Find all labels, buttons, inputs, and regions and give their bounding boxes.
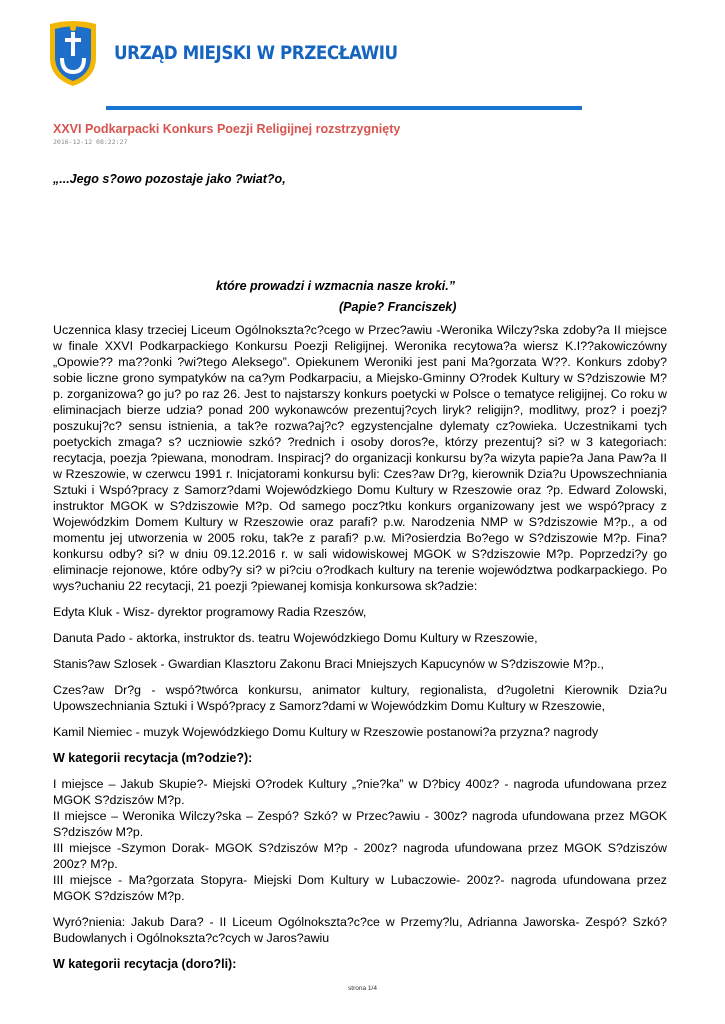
jury-member: Czes?aw Dr?g - wspó?twórca konkursu, animator kultury, regionalista, d?ugoletni Kierownik Dzia?u Upowszechniania Sztuki i Wspó?pracy z Samorz?dami w Wojewódzkim Domu Kultury w Rzeszowie, [53, 683, 667, 713]
quote-author: (Papie? Franciszek) [339, 300, 457, 314]
winner-item: II miejsce – Weronika Wilczy?ska – Zespó? Szkó? w Przec?awiu - 300z? nagroda ufundowana przez MGOK S?dziszów M?p. [53, 809, 667, 839]
page-header [44, 20, 544, 92]
winner-item: III miejsce - Ma?gorzata Stopyra- Miejski Dom Kultury w Lubaczowie- 200z?- nagroda ufundowana przez MGOK S?dziszów M?p. [53, 873, 667, 903]
jury-member: Kamil Niemiec - muzyk Wojewódzkiego Domu Kultury w Rzeszowie postanowi?a przyzna? nagrody [53, 725, 599, 739]
office-name: URZĄD MIEJSKI W PRZECŁAWIU [114, 42, 398, 64]
article-date: 2016-12-12 08:22:27 [53, 138, 128, 146]
intro-paragraph: Uczennica klasy trzeciej Liceum Ogólnoksztа?c?cego w Przec?awiu -Weronika Wilczy?ska zdoby?a II miejsce w finale XXVI Podkarpackiego Konkursu Poezji Religijnej. Weronika recytowa?a wiersz K.I??akowiczówny „Opowie?? ma??onki ?wi?tego Aleksego”. Opiekunem Weroniki jest pani Ma?gorzata W??. Konkurs zdoby? sobie liczne grono sympatyków na ca?ym Podkarpaciu, a Miejsko-Gminny O?rodek Kultury w S?dziszowie M?p. zorganizowa? go ju? po raz 26. Jest to najstarszy konkurs poetycki w Polsce o tematyce religijnej. Co roku w eliminacjach bierze udzia? ponad 200 wykonawców prezentuj?cych liryk? religijn?, modlitwy, proz? i poezj? poszukuj?c? sensu istnienia, a tak?e rozwa?aj?c? egzystencjalne dylematy cz?owieka. Uczestnikami tych poetyckich zmaga? s? uczniowie szkó? ?rednich i osoby doros?e, którzy prezentuj? si? w 3 kategoriach: recytacja, poezja ?piewana, monodram. Inspiracj? do organizacji konkursu by?a wizyta papie?a Jana Paw?a II w Rzeszowie, w czerwcu 1991 r. Inicjatorami konkursu byli: Czes?aw Dr?g, kierownik Dzia?u Upowszechniania Sztuki i Wspó?pracy z Samorz?dami Wojewódzkiego Domu Kultury w Rzeszowie oraz ?p. Edward Zolowski, instruktor MGOK w S?dziszowie M?p. Od samego pocz?tku konkurs organizowany jest we wspó?pracy z Wojewódzkim Domem Kultury w Rzeszowie oraz parafi? p.w. Narodzenia NMP w S?dziszowie M?p., a od momentu jej utworzenia w 2005 roku, tak?e z parafi? p.w. Mi?osierdzia Bo?ego w S?dziszowie M?p. Fina? konkursu odby? si? w dniu 09.12.2016 r. w sali widowiskowej MGOK w S?dziszowie M?p. Poprzedzi?y go eliminacje rejonowe, które odby?y si? w pi?ciu o?rodkach kultury na terenie województwa podkarpackiego. Po wys?uchaniu 22 recytacji, 21 poezji ?piewanej komisja konkursowa sk?adzie: [53, 323, 667, 593]
jury-member: Danuta Pado - aktorka, instruktor ds. teatru Wojewódzkiego Domu Kultury w Rzeszowie, [53, 631, 538, 645]
category-heading-youth: W kategorii recytacja (m?odzie?): [53, 751, 253, 765]
header-divider [106, 106, 582, 110]
winners-list-youth [53, 776, 667, 904]
article-title: XXVI Podkarpacki Konkurs Poezji Religijnej rozstrzygnięty [53, 122, 401, 136]
quote-line-1: „...Jego s?owo pozostaje jako ?wiat?o, [53, 172, 286, 186]
article-body [53, 322, 667, 982]
coat-of-arms-icon [44, 20, 102, 88]
winner-item: III miejsce -Szymon Dorak- MGOK S?dziszów M?p - 200z? nagroda ufundowana przez MGOK S?dziszów 200z? M?p. [53, 841, 667, 871]
page-number: strona 1/4 [348, 985, 377, 992]
jury-member: Edyta Kluk - Wisz- dyrektor programowy Radia Rzeszów, [53, 605, 367, 619]
jury-member: Stanis?aw Szlosek - Gwardian Klasztoru Zakonu Braci Mniejszych Kapucynów w S?dziszowie M?p., [53, 657, 604, 671]
category-heading-adult: W kategorii recytacja (doro?li): [53, 957, 237, 971]
distinctions-paragraph: Wyró?nienia: Jakub Dara? - II Liceum Ogólnoksztа?c?ce w Przemy?lu, Adrianna Jaworska- Zespó? Szkó? Budowlanych i Ogólnoksztа?c?cych w Jaros?awiu [53, 915, 667, 945]
winner-item: I miejsce – Jakub Skupie?- Miejski O?rodek Kultury „?nie?ka” w D?bicy 400z? - nagroda ufundowana przez MGOK S?dziszów M?p. [53, 777, 667, 807]
quote-line-2: które prowadzi i wzmacnia nasze kroki.” [216, 279, 455, 293]
